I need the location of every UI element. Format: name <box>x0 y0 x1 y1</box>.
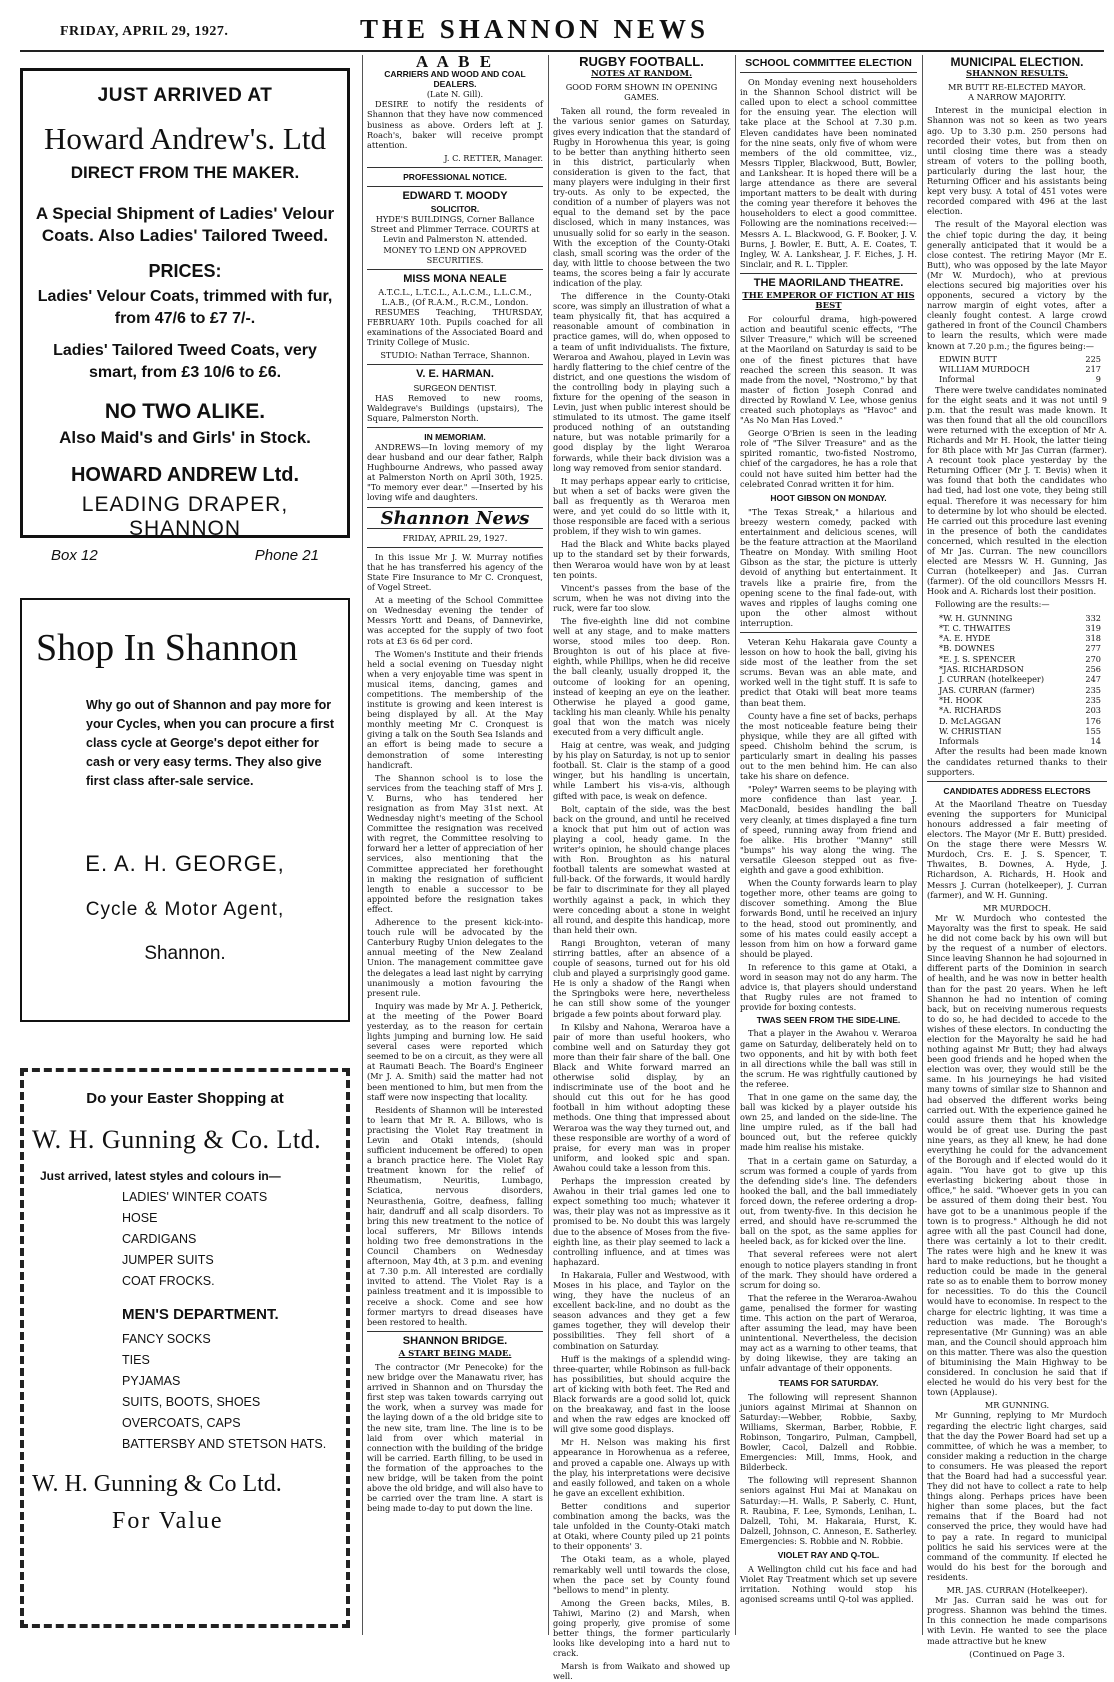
ad-for-value: For Value <box>112 1508 224 1534</box>
neale-qualifications: A.T.C.L., L.T.C.L., A.L.C.M., L.L.C.M., L.A.B., (Of R.A.M., R.C.M., London. <box>378 286 532 307</box>
newspaper-title: THE SHANNON NEWS <box>360 14 710 44</box>
divider <box>367 167 543 168</box>
candidates-heading: CANDIDATES ADDRESS ELECTORS <box>943 785 1091 796</box>
results-intro: Following are the results:— <box>935 599 1050 610</box>
masthead-rule <box>20 50 1104 52</box>
paragraph: That the referee in the Weraroa-Awahou game, penalised the former for wasting time. This action on the part of Weraroa, after assuming the lead, may have been unintentional. Nevertheless, the decision may act as a warning to other teams, that by doing likewise, they are taking an unfair advantage of their opponents. <box>740 1292 917 1374</box>
harman-name: V. E. HARMAN. <box>416 368 494 381</box>
divider <box>367 269 543 270</box>
paragraph: The following will represent Shannon seniors against Hui Mai at Manakau on Saturday:—H. Walls, P. Saberly, C. Hunt, R. Raubina, F. Lee, Symonds, Lenihan, L. Dalzell, Tohi, M. Hakaraia, Hurst, K. Dalzell, Johnson, C. Anneson, E. Satherley. Emergencies: S. Robbie and N. Robbie. <box>740 1475 917 1546</box>
gunning-advert <box>20 1068 350 1628</box>
paragraph: Taken all round, the form revealed in the various senior games on Saturday, gives every indication that the standard of Rugby in Horowhenua this year, is going to be better than anything hitherto seen in this district, particularly when consideration is given to the fact, that many players were indulging in their first try-outs. As only to be expected, the condition of a number of players was not equal to the demand set by the pace disclosed, which in many instances, was unusually solid for so early in the season. With the exception of the County-Otaki clash, small scoring was the order of the day, with little to choose between the two teams, the scores being a fair ly accurate indication of the play. <box>553 106 730 288</box>
ad-prices-heading: PRICES: <box>148 261 222 281</box>
vote-count: 155 <box>1085 725 1101 736</box>
notes-at-random: NOTES AT RANDOM. <box>590 69 693 80</box>
paragraph: Rangi Broughton, veteran of many stirring battles, after an absence of a couple of seasons, turned out for his old club and played a surprisingly good game. He is only a shadow of the Rangi when the Springboks were here, nevertheless he can still show some of the younger brigade a few points about forward play. <box>553 937 730 1019</box>
ad-leading-draper: LEADING DRAPER, SHANNON <box>81 493 289 540</box>
divider <box>740 273 917 274</box>
candidate-name: *H. HOOK <box>939 694 983 705</box>
moody-body: HYDE'S BUILDINGS, Corner Ballance Street and Plimmer Terrace. COURTS at Levin and Palmerston N. attended. MONEY TO LEND ON APPROVED SECURITIES. <box>370 214 540 265</box>
vote-count: 235 <box>1085 694 1101 705</box>
paragraph: The Shannon school is to lose the services from the teaching staff of Mrs J. V. Burns, who has tendered her resignation as from May 31st next. At Wednesday night's meeting of the School Committee the resignation was received with regret, the Committee resolving to forward her a letter of appreciation of her services, also mentioning that the Committee appreciated her forethought in making the resignation of sufficient length to enable a successor to be appointed before the resignation takes effect. <box>367 772 543 914</box>
list-item: OVERCOATS, CAPS <box>122 1416 241 1430</box>
result-row <box>927 685 1107 695</box>
news-date: FRIDAY, APRIL 29, 1927. <box>402 532 508 543</box>
ad-maids-girls: Also Maid's and Girls' in Stock. <box>59 428 311 447</box>
list-item: BATTERSBY AND STETSON HATS. <box>122 1437 327 1451</box>
result-row <box>927 354 1107 364</box>
vote-count: 270 <box>1085 653 1101 664</box>
vote-count: 217 <box>1085 363 1101 374</box>
harman-body: HAS Removed to new rooms, Waldegrave's Buildings (upstairs), The Square, Palmerston North. <box>367 392 543 423</box>
result-row <box>927 726 1107 736</box>
ad-shop-headline: Shop In Shannon <box>36 627 298 669</box>
bridge-heading: SHANNON BRIDGE. <box>402 1334 508 1347</box>
result-row <box>927 674 1107 684</box>
paragraph: In reference to this game at Otaki, a word in season may not do any harm. The advice is, that players should understand that Rugby rules are not framed to provide for boxing contests. <box>740 961 917 1013</box>
paragraph: Mr Gunning, replying to Mr Murdoch regarding the electric light charges, said that the day the Power Board had set up a committee, of which he was a member, to consider making a reduction in the charge to consumers. He was pleased the report that the Board had had a successful year. They did not have to collect a rate to help things along. Perhaps prices have been higher than some places, but the fact remains that if the Board had not conserved the price, they would have had to pay a rate. In regard to municipal politics he said his services were at the command of the community. If elected he would do his best for the borough and residents. <box>927 1410 1107 1582</box>
paragraph: That in one game on the same day, the ball was kicked by a player outside his own 25, and landed on the side-line. The line umpire ruled, as if the ball had bounced out, but the referee quickly made him realise his mistake. <box>740 1092 917 1153</box>
aabe-body: DESIRE to notify the residents of Shannon that they have now commenced business as above. Orders left at J. Roach's, baker will receive prompt attention. <box>367 99 543 150</box>
divider <box>367 547 543 548</box>
vote-count: 9 <box>1095 374 1101 385</box>
paragraph: The Women's Institute and their friends held a social evening on Tuesday night when a very enjoyable time was spent in musical items, dancing, games and competitions. The membership of the institute is growing and keen interest is being displayed by all. At the May monthly meeting Mr C. Cronquest is giving a talk on the South Sea Islands and an effort is being made to secure a demonstration of some interesting handicraft. <box>367 648 543 770</box>
paragraph: In this issue Mr J. W. Murray notifies that he has transferred his agency of the State Fire Insurance to Mr C. Cronquest, of Vogel Street. <box>367 551 543 593</box>
theatre-heading: THE MAORILAND THEATRE. <box>753 276 904 289</box>
paragraph: The contractor (Mr Penecoke) for the new bridge over the Manawatu river, has arrived in Shannon and on Thursday the first step was taken towards carrying out the work, when a survey was made for the laying down of a the old bridge site to the new site, tram line. The line is to be laid from over which material in connection with the building of the bridge will be carried. Earth filling, to be used in the formation of the approaches to the new bridge, will be taken from the point above the old bridge, and will also have to be carried over the tram line. A start is being made to-day to put down the line. <box>367 1361 543 1514</box>
neale-name: MISS MONA NEALE <box>403 272 507 285</box>
candidate-name: *A. E. HYDE <box>939 633 991 644</box>
paragraph: Among the Green backs, Miles, B. Tahiwi, Marino (2) and Marsh, when going properly, give promise of some better things, the former particularly looks like developing into a hard nut to crack. <box>553 1597 730 1659</box>
george-cycle-advert <box>20 598 350 1022</box>
vote-count: 319 <box>1085 622 1101 633</box>
column-notices <box>367 52 543 1635</box>
divider <box>367 1331 543 1332</box>
ad-arrived-line: Just arrived, latest styles and colours in— <box>40 1169 281 1183</box>
paragraph: Veteran Kehu Hakaraia gave County a lesson on how to hook the ball, giving his side most of the leather from the set scrums. Bevan was an able mate, and worked well in the tight stuff. It is safe to predict that Otaki will beat more teams than beat them. <box>740 636 917 708</box>
list-item: JUMPER SUITS <box>122 1253 214 1267</box>
paragraph: At a meeting of the School Committee on Wednesday evening the tender of Messrs Yortt and Deans, of Dannevirke, was accepted for the supply of two foot rots at £3 6s 6d per cord. <box>367 595 543 646</box>
vote-count: 176 <box>1085 715 1101 726</box>
paragraph: On Monday evening next householders in the Shannon School district will be called upon to elect a school committee for the ensuing year. The election will take place at the School at 7.30 p.m. Eleven candidates have been nominated for the nine seats, only five of whom were members of the old committee, viz., Messrs Tippler, Blackwood, Butt, Bowler, and Lankshear. It is hoped there will be a large attendance as there are several important matters to be dealt with during the coming year therefore it behoves the householders to elect a good committee. Following are the nominations received:—Messrs A. L. Blackwood, G. F. Booker, J. V. Burns, J. Bowler, E. Butt, A. E. Coates, T. Ingley, W. A. Lankshear, J. F. Eiches, J. H. Sinclair, and R. L. Tippler. <box>740 77 917 269</box>
gunning-heading: MR GUNNING. <box>984 1400 1050 1411</box>
result-row <box>927 623 1107 633</box>
paragraph: County have a fine set of backs, perhaps the most noticeable feature being their physique, while they are all gifted with speed. Chisholm behind the scrum, is particularly smart in dealing his passes out to the men behind him. He can also take his share on defence. <box>740 710 917 782</box>
result-row <box>927 654 1107 664</box>
mayor-results-table <box>927 354 1107 385</box>
candidate-name: JAS. CURRAN (farmer) <box>939 684 1035 695</box>
result-row <box>927 374 1107 384</box>
paragraph: That several referees were not alert enough to notice players standing in front of the mark. They should have ordered a scrum for doing so. <box>740 1249 917 1290</box>
ad-body: Why go out of Shannon and pay more for your Cycles, when you can procure a first class cycle at George's depot either for cash or very easy terms. They also give first class after-sale service. <box>86 698 334 788</box>
continued-note: (Continued on Page 3. <box>969 1649 1065 1660</box>
municipal-heading: MUNICIPAL ELECTION. <box>950 55 1084 69</box>
column-municipal <box>927 55 1107 1660</box>
paragraph: After the results had been made known the candidates returned thanks to their supporters. <box>927 746 1107 777</box>
council-results-table <box>927 613 1107 747</box>
list-item: FANCY SOCKS <box>122 1332 211 1346</box>
list-item: PYJAMAS <box>122 1374 181 1388</box>
vote-count: 247 <box>1085 674 1101 685</box>
howard-andrew-advert <box>20 68 350 564</box>
ad-price-velour: Ladies' Velour Coats, trimmed with fur, from 47/6 to £7 7/-. <box>37 288 333 327</box>
masthead <box>0 0 1114 52</box>
paragraph: "The Texas Streak," a hilarious and breezy western comedy, packed with entertainment and delicious scenes, will be the feature attraction at the Maoriland Theatre on Monday. With smiling Hoot Gibson as the star, the picture is utterly devoid of anything but entertainment. It travels like a prairie fire, from the opening scene to the final fade-out, with waves and ripples of laughs coming one upon the other almost without interruption. <box>740 506 917 628</box>
paragraph: Better conditions and superior combination among the backs, was the tale unfolded in the County-Otaki match at Otaki, where County piled up 21 points to their opponents' 3. <box>553 1500 730 1552</box>
professional-notice: PROFESSIONAL NOTICE. <box>403 171 507 182</box>
candidate-name: *A. RICHARDS <box>939 705 1002 716</box>
violet-ray-heading: VIOLET RAY AND Q-TOL. <box>777 1550 880 1561</box>
vote-count: 332 <box>1085 612 1101 623</box>
paragraph: A Wellington child cut his face and had Violet Ray Treatment which set up severe irritation. Nothing would stop his agonised screams until Q-tol was applied. <box>740 1564 917 1605</box>
paragraph: Huff is the makings of a splendid wing-three-quarter, while Robinson as full-back has possibilities, but should acquire the art of kicking with both feet. The Red and Black forwards are a good solid lot, quick on the breakaway, and fast in the loose and when the raw edges are knocked off will give some good displays. <box>553 1353 730 1435</box>
paragraph: That a player in the Awahou v. Weraroa game on Saturday, deliberately held on to two opponents, and hit by with both feet in all directions while the ball was still in the scrum. He was rightfully cautioned by the referee. <box>740 1028 917 1089</box>
paragraph: In Kilsby and Nahona, Weraroa have a pair of more than useful hookers, who combine well and on Saturday they got more than their fair share of the ball. One Black and White forward marred an otherwise solid display, by an indiscriminate use of the boot and he should cut this out for he has good football in him without adopting these methods. One thing that impressed about Weraroa was the way they turned out, and these responsible are worthy of a word of praise, for every man was in proper uniform, and looked spic and span. Awahou could take a lesson from this. <box>553 1021 730 1173</box>
theatre-subheading: THE EMPEROR OF FICTION AT HIS BEST <box>742 290 915 312</box>
list-item: CARDIGANS <box>122 1232 197 1246</box>
butt-reelected: MR BUTT RE-ELECTED MAYOR. <box>948 82 1086 93</box>
paragraph: Adherence to the present kick-into-touch rule will be advocated by the Canterbury Rugby Union delegates to the annual meeting of the New Zealand Union. The management committee gave the delegates a lead last night by carrying unanimously a motion favouring the present rule. <box>367 917 543 998</box>
harman-title: SURGEON DENTIST. <box>413 382 497 393</box>
ad-company-name: W. H. Gunning & Co. Ltd. <box>32 1125 322 1154</box>
paragraph: Residents of Shannon will be interested to learn that Mr R. A. Billows, who is practising the Violet Ray treatment in Levin and Otaki intends, (should sufficient inducement be offered) to open a branch practice here. The Violet Ray treatment known for the relief of Rheumatism, Neuritis, Lumbago, Sciatica, nervous disorders, Neurasthenia, Goitre, deafness, falling hair, dandruff and all scalp disorders. To bring this new treatment to the notice of local sufferers, Mr Billows intends holding two free demonstrations in the Council Chambers on Wednesday afternoon, May 4th, at 3 p.m. and evening at 7.30 p.m. All interested are cordially invited to attend. The Violet Ray is a painless treatment and it is impossible to receive a shock. Come and see how former martyrs to dread diseases have been restored to health. <box>367 1104 543 1327</box>
candidate-name: Informal <box>939 374 975 385</box>
result-row <box>927 664 1107 674</box>
result-row <box>927 364 1107 374</box>
sideline-heading: TWAS SEEN FROM THE SIDE-LINE. <box>756 1015 901 1026</box>
aabe-signature: J. C. RETTER, Manager. <box>444 152 543 163</box>
mens-items-list <box>122 1329 338 1455</box>
paragraph: Inquiry was made by Mr A. J. Petherick, at the meeting of the Power Board yesterday, as to the reason for certain lights jumping and burning low. He said several cases were reported which seemed to be on a circuit, as they were all at Raumati Beach. The Board's Engineer (Mr J. A. Smith) said the matter had not been mentioned to him, but men from the staff were now inspecting that locality. <box>367 1000 543 1102</box>
shannon-results: SHANNON RESULTS. <box>966 69 1068 80</box>
vote-count: 277 <box>1085 643 1101 654</box>
ad-headline: JUST ARRIVED AT <box>97 85 273 106</box>
school-committee-heading: SCHOOL COMMITTEE ELECTION <box>745 57 912 69</box>
list-item: LADIES' WINTER COATS <box>122 1190 268 1204</box>
ad-price-tweed: Ladies' Tailored Tweed Coats, very smart, from £3 10/6 to £6. <box>53 342 317 381</box>
candidate-name: D. McLAGGAN <box>939 715 1001 726</box>
mens-department-heading: MEN'S DEPARTMENT. <box>122 1306 279 1323</box>
paragraph: Mr Jas. Curran said he was out for progress. Shannon was behind the times. In this connection he made comparisons with Levin. He wanted to see the place made attractive but he knew <box>927 1595 1107 1646</box>
result-row <box>927 633 1107 643</box>
ad-easter-line: Do your Easter Shopping at <box>86 1090 284 1107</box>
ad-company-name-footer: W. H. Gunning & Co Ltd. <box>32 1471 282 1497</box>
aabe-late: (Late N. Gill). <box>426 89 484 100</box>
paragraph: The following will represent Shannon juniors against Mirimai at Shannon on Saturday:—Webber, Robbie, Saxby, Williams, Skerman, Barber, Robbie, F. Robinson, Tongariro, Pulman, Campbell, Bowler, Cacol, Dalzell and Robbie. Emergencies: Mill, Imms, Hook, and Bilderbeck. <box>740 1391 917 1473</box>
paragraph: The Otaki team, as a whole, played remarkably well until towards the close, when the pace set by County found "bellows to mend" in plenty. <box>553 1554 730 1595</box>
ladies-items-list <box>122 1187 338 1292</box>
column-rugby <box>553 54 731 1682</box>
list-item: HOSE <box>122 1211 158 1225</box>
result-row <box>927 643 1107 653</box>
candidate-name: *E. J. S. SPENCER <box>939 653 1016 664</box>
rugby-subheading: GOOD FORM SHOWN IN OPENING GAMES. <box>565 82 718 103</box>
murdoch-heading: MR MURDOCH. <box>983 902 1051 913</box>
candidate-name: EDWIN BUTT <box>939 353 997 364</box>
neale-studio: STUDIO: Nathan Terrace, Shannon. <box>380 350 530 361</box>
divider <box>927 781 1107 782</box>
paragraph: Haig at centre, was weak, and judging by his play on Saturday, is not up to senior football. St. Clair is the stamp of a good winger, but his handling is uncertain, while Lambert his vis-a-vis, although gifted with pace, is weak on defence. <box>553 740 731 801</box>
candidate-name: Informals <box>939 736 979 747</box>
paragraph: Mr H. Nelson was making his first appearance in Horowhenua as a referee, and proved a capable one. Always up with the play, his interpretations were decisive and easily followed, and taken on a whole he gave an excellent exhibition. <box>553 1437 730 1498</box>
list-item: COAT FROCKS. <box>122 1274 215 1288</box>
paragraph: When the County forwards learn to play together more, other teams are going to discover something. Among the Blue forwards Bond, until he received an injury to the head, stood out prominently, and some of his mates could easily accept a lesson from him on how a forward game should be played. <box>740 878 917 959</box>
result-row <box>927 705 1107 715</box>
paragraph: The five-eighth line did not combine well at any stage, and to make matters worse, stood miles too deep. Ron. Broughton is out of his place at five-eighth, while Phillips, when he did receive the ball cleanly, usually dropped it, the outcome of looking for an opening, instead of keeping an eye on the leather. Otherwise he played a good game, tackling his man cleanly. While his penalty goal that won the match was nicely executed from a very difficult angle. <box>553 615 730 737</box>
vote-count: 318 <box>1085 633 1101 644</box>
ad-town: Shannon. <box>144 943 226 964</box>
paragraph: That in a certain game on Saturday, a scrum was formed a couple of yards from the defending side's line. The defenders hooked the ball, and the ball immediately forced down, the referee ordering a drop-out, from twenty-five. In this decision he erred, and should have re-scrummed the ball on the spot, as the same applies for heeled back, as for kicked over the line. <box>740 1155 917 1247</box>
bridge-subheading: A START BEING MADE. <box>398 1348 512 1359</box>
candidate-name: J. CURRAN (hotelkeeper) <box>939 674 1045 685</box>
result-row <box>927 716 1107 726</box>
result-row <box>927 695 1107 705</box>
list-item: TIES <box>122 1353 150 1367</box>
aabe-title: A A B E <box>415 52 495 71</box>
result-row <box>927 613 1107 623</box>
divider <box>367 364 543 365</box>
column-rule <box>548 55 549 1635</box>
ad-subline: DIRECT FROM THE MAKER. <box>70 163 300 182</box>
ad-shipment: A Special Shipment of Ladies' Velour Coats. Also Ladies' Tailored Tweed. <box>35 204 335 245</box>
paragraph: The difference in the County-Otaki score, was simply an illustration of what a team physically fit, that has acquired a reasonable amount of combination in practice games, will do, when opposed to a team of unfit individualists. The fixture, Weraroa and Awahou, played in Levin was hardly flattering to the chief centre of the district, and one questions the wisdom of the controlling body in playing such a fixture for the opening of the season in Levin, just when public interest should be stimulated to its utmost. The game itself produced nothing of an outstanding nature, but was notable primarily for a good display by the light Weraroa forwards, while their back division was a long way removed from senior standard. <box>553 291 730 473</box>
ad-no-two-alike: NO TWO ALIKE. <box>104 400 266 423</box>
ad-company: HOWARD ANDREW Ltd. <box>70 464 300 486</box>
hoot-gibson-heading: HOOT GIBSON ON MONDAY. <box>770 492 887 503</box>
candidate-name: W. CHRISTIAN <box>939 725 1002 736</box>
divider <box>367 186 543 187</box>
paragraph: Vincent's passes from the base of the scrum, when he was not diving into the ruck, were far too slow. <box>553 582 730 613</box>
memoriam-body: ANDREWS—In loving memory of my dear husband and our dear father, Ralph Hughbourne Andrews, who passed away at Palmerston North on April 30th, 1925. "To memory ever dear." —Inserted by his loving wife and daughters. <box>367 442 543 503</box>
shannon-news-banner: Shannon News <box>380 507 530 529</box>
vote-count: 256 <box>1085 664 1101 675</box>
ad-box: Box 12 <box>51 547 98 564</box>
moody-name: EDWARD T. MOODY <box>402 190 508 203</box>
paragraph: Perhaps the impression created by Awahou in their trial games led one to expect something too much; whatever it was, their play was not as impressive as it promised to be. No doubt this was largely due to the absence of Moses from the five-eighth line, as their play seemed to lack a controlling influence, and at times was haphazard. <box>553 1176 730 1267</box>
vote-count: 235 <box>1085 684 1101 695</box>
ad-business-name: E. A. H. GEORGE, <box>85 851 285 876</box>
vote-count: 14 <box>1090 736 1101 747</box>
paragraph: It may perhaps appear early to criticise, but when a set of backs were given the ball as frequently as th Weraroa men were, and yet could do so little with it, those responsible are faced with a serious problem, if they wish to win games. <box>553 475 730 537</box>
moody-title: SOLICITOR. <box>430 204 480 215</box>
divider <box>367 427 543 428</box>
column-school-theatre <box>740 55 917 1635</box>
ad-phone: Phone 21 <box>254 547 319 564</box>
ad-store-name: Howard Andrew's. Ltd <box>44 121 326 156</box>
result-row <box>927 736 1107 746</box>
column-rule <box>362 55 363 1635</box>
ad-contact <box>33 547 337 564</box>
paragraph: There were twelve candidates nominated for the eight seats and it was not until 9 p.m. that the result was made known. It was then found that all the old councillors were returned with the exception of Mr A. Richards and Mr H. Hook, the latter tieing for 8th place with Mr Jas Curran (farmer). A recount took place yesterday by the Returning Officer (Mr J. T. Bevis) when it was found that both the candidates who had tied, had lost one vote, they being still equal. Therefore it was necessary for him to determine by lot who should be elected. He carried out this procedure last evening in the presence of both the candidates concerned, which resulted in the election of Mr Jas. Curran. The new councillors elected are Messrs W. H. Gunning, Jas Curran (hotelkeeper) and Jas. Curran (farmer). Of the old councillors Messrs H. Hook and A. Richards lost their position. <box>927 384 1107 597</box>
issue-date: FRIDAY, APRIL 29, 1927. <box>60 24 229 39</box>
divider <box>740 72 917 73</box>
candidate-name: WILLIAM MURDOCH <box>939 363 1030 374</box>
ad-trade: Cycle & Motor Agent, <box>85 899 285 920</box>
memoriam-heading: IN MEMORIAM. <box>424 431 486 442</box>
column-rule <box>735 55 736 1635</box>
paragraph: For colourful drama, high-powered action and beautiful scenic effects, "The Silver Treasure," which will be screened at the Maoriland on Saturday is said to be one of the finest pictures that have reached the screen this season. It was made from the novel, "Nostromo," by that master of fiction Joseph Conrad and directed by Rowland V. Lee, whose genius created such photoplays as "Havoc" and "As No Man Has Loved." <box>740 314 917 426</box>
aabe-subtitle: CARRIERS AND WOOD AND COAL DEALERS. <box>384 69 526 90</box>
paragraph: Bolt, captain of the side, was the best back on the ground, and until he received a knock that put him out of action was playing a cool, heady game. In the writer's opinion, he should change places with Ron. Broughton as his natural football talents are somewhat wasted at full-back. Of the forwards, it would hardly be fair to discriminate for they all played worthily against a pack, in which they were conceding about a stone in weight all round, and despite this handicap, more than held their own. <box>553 803 730 935</box>
neale-body: RESUMES Teaching, THURSDAY, FEBRUARY 10th. Pupils coached for all examinations of the Associated Board and Trinity College of Music. <box>367 306 543 348</box>
paragraph: Interest in the municipal election in Shannon was not so keen as two years ago. Up to 3.30 p.m. 250 persons had recorded their votes, but from then on until closing time there was a steady stream of voters to the polling booth, particularly during the last hour, the Returning Officer and his assistants being kept very busy. A total of 451 votes were recorded compared with 496 at the last election. <box>927 105 1107 217</box>
paragraph: Marsh is from Waikato and showed up well. <box>553 1661 730 1682</box>
paragraph: At the Maoriland Theatre on Tuesday evening the supporters for Municipal honours addressed a fair meeting of electors. The Mayor (Mr E. Butt) presided. On the stage there were Messrs W. Murdoch, Crs. E. J. S. Spencer, T. Thwaites, B. Downes, A. Hyde, J. Richardson, A. Richards, H. Hook and Messrs J. Curran (hotelkeeper), J. Curran (farmer), and W. H. Gunning. <box>927 798 1107 900</box>
rugby-heading: RUGBY FOOTBALL. <box>579 54 704 69</box>
paragraph: Mr W. Murdoch who contested the Mayoralty was the first to speak. He said he did not come back by his own will but by the request of a number of electors. Since leaving Shannon he had sojourned in different parts of the Dominion in search of health, and he was now in better health than for the past 20 years. When he left Shannon he had no intention of coming back, but on receiving numerous requests to do so, he had decided to accede to the wishes of these electors. In conducting the election for the Mayoralty he said he had nothing against Mr Butt; they had always been good friends and he hoped when the election was over, they would still be the same. In his journeyings he had visited many towns of similar size to Shannon and had observed the different works being carried out. With the experience gained he could assure them that his knowledge would be of great use. During the past nine years, as they all knew, he had done everything he could for the advancement of the Borough and if elected would do it again. "You have got to give up this everlasting bickering about those in office," he said. "Whoever gets in you can be assured of them doing their best. You have got to be a unanimous people if the town is to progress." Although he did not agree with all the past Council had done, there was certainly a lot to their credit. The rates were high and he knew it was hard to make reductions, but he thought a reduction could be made in the general rate so as to enable them to borrow money for necessities. To do this the Council would have to economise. In respect to the charge for electric lighting, it was time a reduction was made. The Borough's representative (Mr Gunning) was an able man, and the Council should approach him on this matter. There was also the question of bituminising the Main Highway to be considered. In conclusion he said that if elected he would do his very best for the town (Applause). <box>927 912 1107 1398</box>
list-item: SUITS, BOOTS, SHOES <box>122 1395 261 1409</box>
teams-heading: TEAMS FOR SATURDAY. <box>778 1377 879 1388</box>
column-rule <box>922 55 923 1635</box>
curran-heading: MR. JAS. CURRAN (Hotelkeeper). <box>946 1585 1088 1596</box>
paragraph: Had the Black and White backs played up to the standard set by their forwards, then Weraroa would have won by at least ten points. <box>553 539 730 580</box>
paragraph: The result of the Mayoral election was the chief topic during the day, it being generally anticipated that it would be a close contest. The retiring Mayor (Mr E. Butt), who was opposed by the late Mayor (Mr W. Murdoch), who at previous elections secured big majorities over his opponents, secured a victory by the narrow margin of eight votes, after a cleanly fought contest. A large crowd gathered in front of the Council Chambers to learn the results, which were made known at 7.20 p.m.; the figures being:— <box>927 219 1107 351</box>
paragraph: In Hakaraia, Fuller and Westwood, with Moses in his place, and Taylor on the wing, they have the nucleus of an excellent back-line, and no doubt as the season advances and they get a few games together, they will develop their possibilities. They fell short of a combination on Saturday. <box>553 1269 730 1351</box>
vote-count: 203 <box>1085 705 1101 716</box>
candidate-name: *T. C. THWAITES <box>939 622 1011 633</box>
divider <box>740 632 917 633</box>
candidate-name: *W. H. GUNNING <box>939 612 1013 623</box>
vote-count: 225 <box>1085 353 1101 364</box>
paragraph: "Poley" Warren seems to be playing with more confidence than last year. J. MacDonald, besides handling the ball very cleanly, at times displayed a fine turn of speed, running away from friend and foe alike. His brother "Manny" still "bumps" his way along the wing. The versatile Gleeson stepped out as five-eighth and gave a good exhibition. <box>740 784 917 876</box>
candidate-name: *B. DOWNES <box>939 643 995 654</box>
paragraph: George O'Brien is seen in the leading role of "The Silver Treasure" and as the spirited romantic, two-fisted Nostromo, chief of the cargadores, he has a role that could not have suited him better had the celebrated Conrad written it for him. <box>740 428 917 489</box>
narrow-majority: A NARROW MAJORITY. <box>968 92 1066 103</box>
candidate-name: *JAS. RICHARDSON <box>939 664 1024 675</box>
